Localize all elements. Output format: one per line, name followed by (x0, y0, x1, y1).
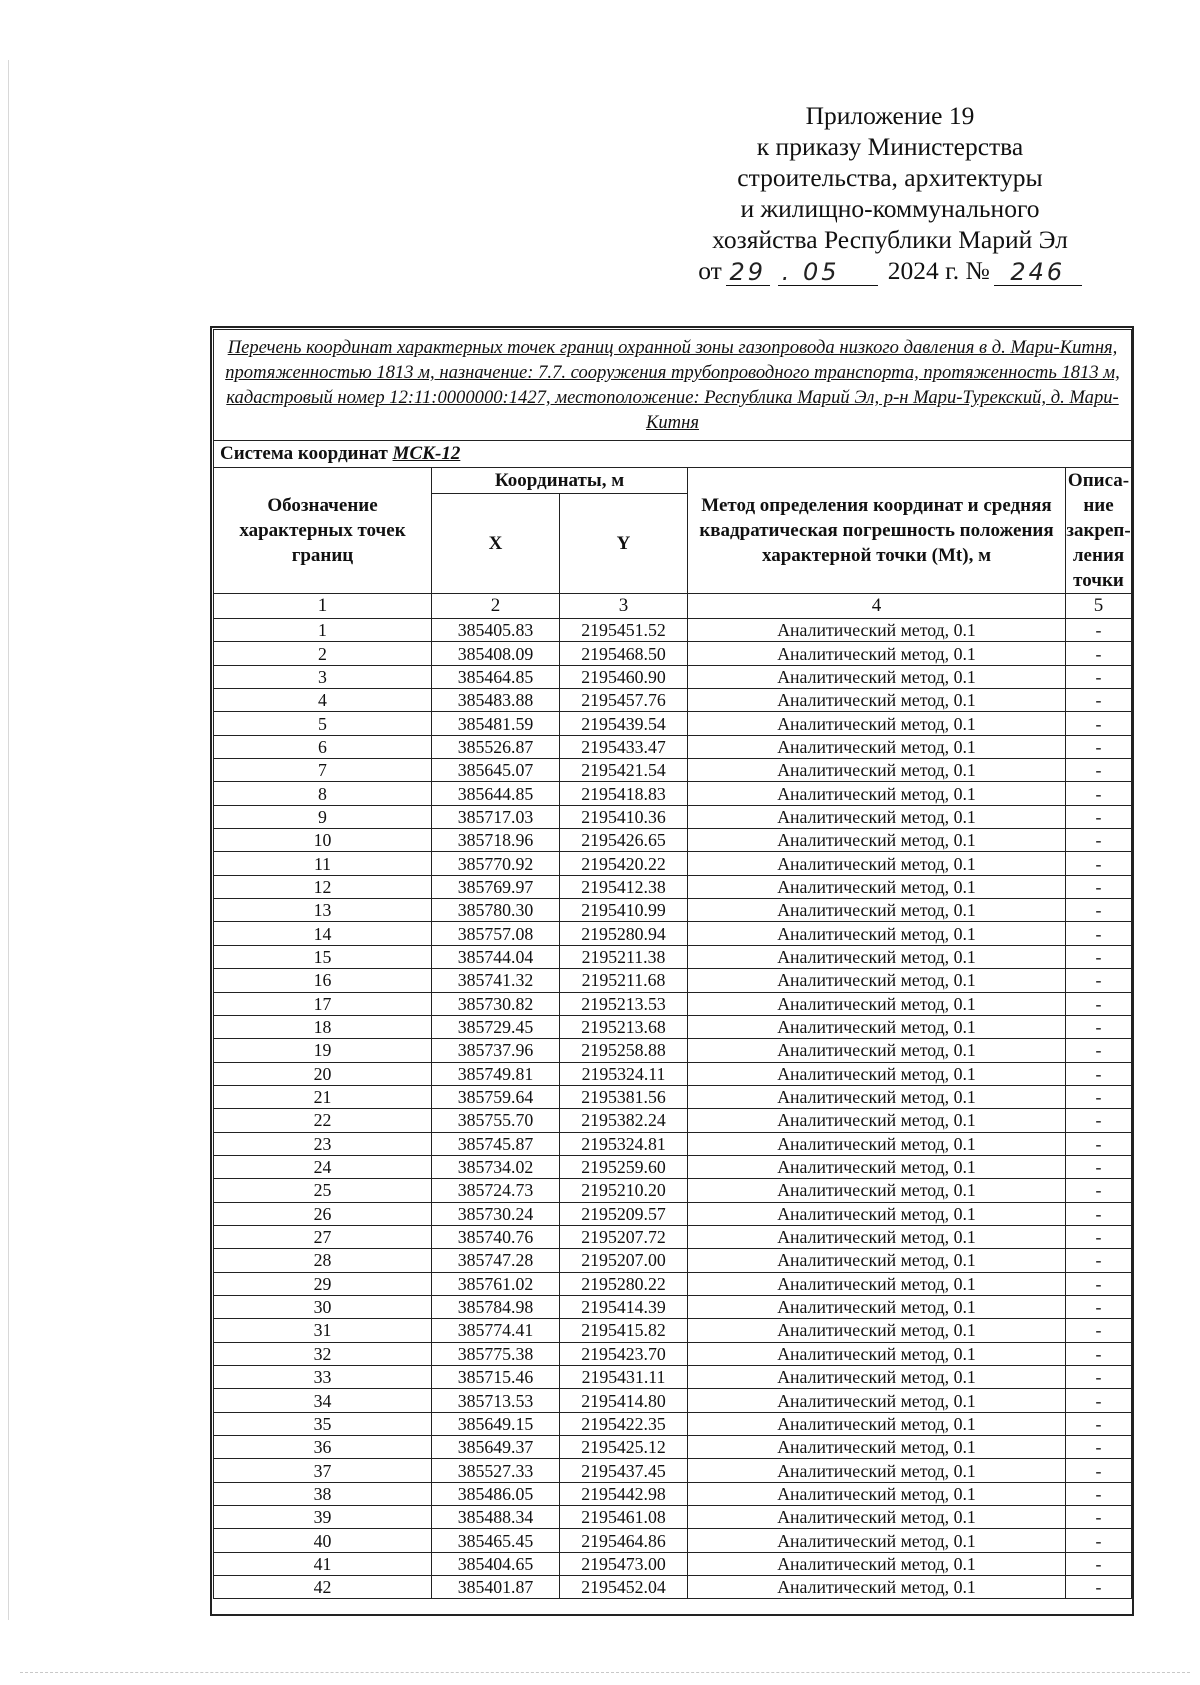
table-row (214, 1272, 1132, 1295)
table-row (214, 1132, 1132, 1155)
coord-y: 2195280.94 (560, 922, 688, 945)
coord-x: 385745.87 (432, 1132, 560, 1155)
date-prefix: от (698, 256, 722, 285)
point-number: 33 (214, 1366, 432, 1389)
col-index-1: 1 (214, 594, 432, 619)
fixation-description: - (1066, 1015, 1132, 1038)
method: Аналитический метод, 0.1 (688, 1506, 1066, 1529)
table-row (214, 1179, 1132, 1202)
coord-x: 385717.03 (432, 805, 560, 828)
coord-y: 2195439.54 (560, 712, 688, 735)
method: Аналитический метод, 0.1 (688, 1249, 1066, 1272)
coord-y: 2195412.38 (560, 875, 688, 898)
coord-x: 385770.92 (432, 852, 560, 875)
method: Аналитический метод, 0.1 (688, 1319, 1066, 1342)
coord-x: 385737.96 (432, 1039, 560, 1062)
method: Аналитический метод, 0.1 (688, 1366, 1066, 1389)
table-row (214, 1155, 1132, 1178)
fixation-description: - (1066, 1225, 1132, 1248)
coord-y: 2195280.22 (560, 1272, 688, 1295)
table-row (214, 1576, 1132, 1599)
point-number: 15 (214, 945, 432, 968)
coord-x: 385755.70 (432, 1109, 560, 1132)
coord-x: 385715.46 (432, 1366, 560, 1389)
coord-x: 385465.45 (432, 1529, 560, 1552)
table-row (214, 805, 1132, 828)
point-number: 16 (214, 969, 432, 992)
fixation-description: - (1066, 829, 1132, 852)
coord-y: 2195324.11 (560, 1062, 688, 1085)
point-number: 39 (214, 1506, 432, 1529)
table-row (214, 1225, 1132, 1248)
coord-x: 385481.59 (432, 712, 560, 735)
method: Аналитический метод, 0.1 (688, 1202, 1066, 1225)
point-number: 21 (214, 1085, 432, 1108)
method: Аналитический метод, 0.1 (688, 1109, 1066, 1132)
coord-x: 385729.45 (432, 1015, 560, 1038)
coord-y: 2195382.24 (560, 1109, 688, 1132)
coord-x: 385401.87 (432, 1576, 560, 1599)
coordinates-table (213, 329, 1132, 1599)
handwritten-month: . 05 (778, 259, 878, 286)
fixation-description: - (1066, 1319, 1132, 1342)
coord-x: 385761.02 (432, 1272, 560, 1295)
point-number: 41 (214, 1552, 432, 1575)
method: Аналитический метод, 0.1 (688, 1389, 1066, 1412)
coordinate-system (214, 441, 1132, 468)
coord-y: 2195415.82 (560, 1319, 688, 1342)
fixation-description: - (1066, 619, 1132, 642)
point-number: 42 (214, 1576, 432, 1599)
col-index-2: 2 (432, 594, 560, 619)
method: Аналитический метод, 0.1 (688, 1529, 1066, 1552)
method: Аналитический метод, 0.1 (688, 922, 1066, 945)
coord-y: 2195433.47 (560, 735, 688, 758)
table-row (214, 689, 1132, 712)
coord-x: 385757.08 (432, 922, 560, 945)
table-row (214, 922, 1132, 945)
fixation-description: - (1066, 875, 1132, 898)
method: Аналитический метод, 0.1 (688, 875, 1066, 898)
coord-x: 385718.96 (432, 829, 560, 852)
date-year-label: 2024 г. № (887, 256, 990, 285)
coord-y: 2195442.98 (560, 1482, 688, 1505)
coord-y: 2195423.70 (560, 1342, 688, 1365)
fixation-description: - (1066, 922, 1132, 945)
coord-y: 2195258.88 (560, 1039, 688, 1062)
coord-x: 385774.41 (432, 1319, 560, 1342)
header-line-3: строительства, архитектуры (737, 163, 1043, 192)
method: Аналитический метод, 0.1 (688, 782, 1066, 805)
method: Аналитический метод, 0.1 (688, 712, 1066, 735)
table-row (214, 1529, 1132, 1552)
method: Аналитический метод, 0.1 (688, 1039, 1066, 1062)
fixation-description: - (1066, 689, 1132, 712)
table-row (214, 1202, 1132, 1225)
coord-y: 2195437.45 (560, 1459, 688, 1482)
col-index-5: 5 (1066, 594, 1132, 619)
point-number: 14 (214, 922, 432, 945)
fixation-description: - (1066, 969, 1132, 992)
point-number: 32 (214, 1342, 432, 1365)
method: Аналитический метод, 0.1 (688, 1482, 1066, 1505)
coord-x: 385775.38 (432, 1342, 560, 1365)
point-number: 35 (214, 1412, 432, 1435)
point-number: 29 (214, 1272, 432, 1295)
coord-y: 2195426.65 (560, 829, 688, 852)
coord-y: 2195207.72 (560, 1225, 688, 1248)
coord-y: 2195211.68 (560, 969, 688, 992)
handwritten-day: 29 (726, 259, 770, 286)
point-number: 24 (214, 1155, 432, 1178)
coord-y: 2195468.50 (560, 642, 688, 665)
system-row (214, 441, 1132, 468)
coord-x: 385730.24 (432, 1202, 560, 1225)
coord-y: 2195211.38 (560, 945, 688, 968)
method: Аналитический метод, 0.1 (688, 899, 1066, 922)
coordinate-system-code: МСК-12 (392, 443, 461, 464)
fixation-description: - (1066, 1272, 1132, 1295)
fixation-description: - (1066, 1039, 1132, 1062)
table-row (214, 1506, 1132, 1529)
coord-x: 385724.73 (432, 1179, 560, 1202)
coord-y: 2195473.00 (560, 1552, 688, 1575)
point-number: 9 (214, 805, 432, 828)
point-number: 40 (214, 1529, 432, 1552)
point-number: 31 (214, 1319, 432, 1342)
point-number: 34 (214, 1389, 432, 1412)
fixation-description: - (1066, 1202, 1132, 1225)
coord-y: 2195381.56 (560, 1085, 688, 1108)
table-row (214, 619, 1132, 642)
coord-y: 2195451.52 (560, 619, 688, 642)
coord-x: 385749.81 (432, 1062, 560, 1085)
fixation-description: - (1066, 1295, 1132, 1318)
coord-y: 2195425.12 (560, 1436, 688, 1459)
fixation-description: - (1066, 1109, 1132, 1132)
point-number: 30 (214, 1295, 432, 1318)
fixation-description: - (1066, 1342, 1132, 1365)
table-row (214, 1412, 1132, 1435)
coord-y: 2195418.83 (560, 782, 688, 805)
fixation-description: - (1066, 1412, 1132, 1435)
coord-x: 385747.28 (432, 1249, 560, 1272)
coord-y: 2195431.11 (560, 1366, 688, 1389)
table-row (214, 875, 1132, 898)
point-number: 4 (214, 689, 432, 712)
fixation-description: - (1066, 1389, 1132, 1412)
coord-y: 2195420.22 (560, 852, 688, 875)
method: Аналитический метод, 0.1 (688, 852, 1066, 875)
coord-y: 2195213.53 (560, 992, 688, 1015)
method: Аналитический метод, 0.1 (688, 805, 1066, 828)
fixation-description: - (1066, 945, 1132, 968)
table-row (214, 1295, 1132, 1318)
method: Аналитический метод, 0.1 (688, 1225, 1066, 1248)
coord-x: 385649.15 (432, 1412, 560, 1435)
method: Аналитический метод, 0.1 (688, 1062, 1066, 1085)
fixation-description: - (1066, 899, 1132, 922)
coord-x: 385741.32 (432, 969, 560, 992)
title-row (214, 330, 1132, 441)
coord-x: 385784.98 (432, 1295, 560, 1318)
header-line-2: к приказу Министерства (756, 132, 1024, 161)
method: Аналитический метод, 0.1 (688, 1179, 1066, 1202)
fixation-description: - (1066, 1482, 1132, 1505)
point-number: 22 (214, 1109, 432, 1132)
fixation-description: - (1066, 992, 1132, 1015)
coord-x: 385740.76 (432, 1225, 560, 1248)
method: Аналитический метод, 0.1 (688, 619, 1066, 642)
fixation-description: - (1066, 852, 1132, 875)
method: Аналитический метод, 0.1 (688, 969, 1066, 992)
coord-x: 385488.34 (432, 1506, 560, 1529)
fixation-description: - (1066, 1155, 1132, 1178)
header-line-4: и жилищно-коммунального (740, 194, 1040, 223)
col-desc-header: Описа-ние закреп-ления точки (1066, 468, 1132, 594)
table-row (214, 1039, 1132, 1062)
coord-x: 385713.53 (432, 1389, 560, 1412)
method: Аналитический метод, 0.1 (688, 1576, 1066, 1599)
point-number: 3 (214, 665, 432, 688)
coord-x: 385780.30 (432, 899, 560, 922)
table-row (214, 1085, 1132, 1108)
table-row (214, 1342, 1132, 1365)
coord-x: 385408.09 (432, 642, 560, 665)
point-number: 7 (214, 759, 432, 782)
fixation-description: - (1066, 1506, 1132, 1529)
column-index-row (214, 594, 1132, 619)
coord-y: 2195410.99 (560, 899, 688, 922)
point-number: 26 (214, 1202, 432, 1225)
method: Аналитический метод, 0.1 (688, 689, 1066, 712)
coord-x: 385405.83 (432, 619, 560, 642)
point-number: 2 (214, 642, 432, 665)
table-row (214, 1552, 1132, 1575)
coord-y: 2195464.86 (560, 1529, 688, 1552)
coord-x: 385483.88 (432, 689, 560, 712)
point-number: 13 (214, 899, 432, 922)
coord-y: 2195213.68 (560, 1015, 688, 1038)
point-number: 19 (214, 1039, 432, 1062)
coord-x: 385645.07 (432, 759, 560, 782)
table-row (214, 969, 1132, 992)
coord-y: 2195460.90 (560, 665, 688, 688)
method: Аналитический метод, 0.1 (688, 1342, 1066, 1365)
table-row (214, 1366, 1132, 1389)
fixation-description: - (1066, 782, 1132, 805)
fixation-description: - (1066, 1436, 1132, 1459)
coord-x: 385734.02 (432, 1155, 560, 1178)
coord-y: 2195207.00 (560, 1249, 688, 1272)
method: Аналитический метод, 0.1 (688, 759, 1066, 782)
table-title: Перечень координат характерных точек границ охранной зоны газопровода низкого давления в д. Мари-Китня, протяженностью 1813 м, назначение: 7.7. сооружения трубопроводного транспорта, протяженность 1813 м, кадастровый номер 12:11:0000000:1427, местоположение: Республика Марий Эл, р-н Мари-Турекский, д. Мари-Китня (214, 330, 1132, 441)
method: Аналитический метод, 0.1 (688, 1552, 1066, 1575)
method: Аналитический метод, 0.1 (688, 1412, 1066, 1435)
coord-x: 385744.04 (432, 945, 560, 968)
table-row (214, 1389, 1132, 1412)
point-number: 10 (214, 829, 432, 852)
table-row (214, 642, 1132, 665)
method: Аналитический метод, 0.1 (688, 735, 1066, 758)
point-number: 18 (214, 1015, 432, 1038)
fixation-description: - (1066, 1062, 1132, 1085)
coord-y: 2195421.54 (560, 759, 688, 782)
point-number: 11 (214, 852, 432, 875)
point-number: 36 (214, 1436, 432, 1459)
fixation-description: - (1066, 759, 1132, 782)
table-row (214, 1249, 1132, 1272)
table-row (214, 735, 1132, 758)
point-number: 6 (214, 735, 432, 758)
coord-y: 2195259.60 (560, 1155, 688, 1178)
method: Аналитический метод, 0.1 (688, 1459, 1066, 1482)
coord-x: 385526.87 (432, 735, 560, 758)
coord-x: 385644.85 (432, 782, 560, 805)
method: Аналитический метод, 0.1 (688, 642, 1066, 665)
fixation-description: - (1066, 1085, 1132, 1108)
table-row (214, 782, 1132, 805)
col-y-header: Y (560, 494, 688, 594)
fixation-description: - (1066, 1576, 1132, 1599)
col-index-3: 3 (560, 594, 688, 619)
table-row (214, 665, 1132, 688)
fixation-description: - (1066, 642, 1132, 665)
header-line-5: хозяйства Республики Марий Эл (712, 225, 1068, 254)
method: Аналитический метод, 0.1 (688, 1132, 1066, 1155)
method: Аналитический метод, 0.1 (688, 1295, 1066, 1318)
table-row (214, 899, 1132, 922)
method: Аналитический метод, 0.1 (688, 1155, 1066, 1178)
coord-x: 385486.05 (432, 1482, 560, 1505)
table-row (214, 1109, 1132, 1132)
coord-y: 2195414.80 (560, 1389, 688, 1412)
coordinate-rows (214, 619, 1132, 1599)
point-number: 38 (214, 1482, 432, 1505)
col-coords-header: Координаты, м (432, 468, 688, 494)
coordinate-system-label: Система координат (220, 443, 388, 464)
table-row (214, 1015, 1132, 1038)
fixation-description: - (1066, 1132, 1132, 1155)
coord-x: 385649.37 (432, 1436, 560, 1459)
header-line-1: Приложение 19 (805, 101, 975, 130)
fixation-description: - (1066, 805, 1132, 828)
coord-y: 2195422.35 (560, 1412, 688, 1435)
point-number: 27 (214, 1225, 432, 1248)
point-number: 37 (214, 1459, 432, 1482)
coord-y: 2195461.08 (560, 1506, 688, 1529)
table-row (214, 1319, 1132, 1342)
point-number: 25 (214, 1179, 432, 1202)
table-row (214, 1482, 1132, 1505)
coord-x: 385759.64 (432, 1085, 560, 1108)
table-row (214, 759, 1132, 782)
fixation-description: - (1066, 1249, 1132, 1272)
coord-x: 385730.82 (432, 992, 560, 1015)
fixation-description: - (1066, 1459, 1132, 1482)
col-x-header: X (432, 494, 560, 594)
fixation-description: - (1066, 712, 1132, 735)
method: Аналитический метод, 0.1 (688, 1436, 1066, 1459)
coord-y: 2195210.20 (560, 1179, 688, 1202)
point-number: 5 (214, 712, 432, 735)
fixation-description: - (1066, 735, 1132, 758)
appendix-header (650, 100, 1130, 286)
fixation-description: - (1066, 1179, 1132, 1202)
table-row (214, 712, 1132, 735)
point-number: 20 (214, 1062, 432, 1085)
point-number: 17 (214, 992, 432, 1015)
method: Аналитический метод, 0.1 (688, 992, 1066, 1015)
method: Аналитический метод, 0.1 (688, 1272, 1066, 1295)
fixation-description: - (1066, 1366, 1132, 1389)
point-number: 8 (214, 782, 432, 805)
coord-x: 385527.33 (432, 1459, 560, 1482)
coord-x: 385769.97 (432, 875, 560, 898)
coord-y: 2195209.57 (560, 1202, 688, 1225)
coord-y: 2195452.04 (560, 1576, 688, 1599)
col-method-header: Метод определения координат и средняя квадратическая погрешность положения характерной точки (Mt), м (688, 468, 1066, 594)
coord-y: 2195414.39 (560, 1295, 688, 1318)
coord-y: 2195324.81 (560, 1132, 688, 1155)
table-row (214, 852, 1132, 875)
order-date-line (650, 255, 1130, 286)
table-row (214, 1436, 1132, 1459)
method: Аналитический метод, 0.1 (688, 665, 1066, 688)
col-designation-header: Обозначение характерных точек границ (214, 468, 432, 594)
table-row (214, 829, 1132, 852)
fixation-description: - (1066, 1529, 1132, 1552)
coord-x: 385464.85 (432, 665, 560, 688)
coord-y: 2195410.36 (560, 805, 688, 828)
header-row-top (214, 468, 1132, 494)
fixation-description: - (1066, 665, 1132, 688)
point-number: 28 (214, 1249, 432, 1272)
coord-y: 2195457.76 (560, 689, 688, 712)
point-number: 23 (214, 1132, 432, 1155)
method: Аналитический метод, 0.1 (688, 1085, 1066, 1108)
col-index-4: 4 (688, 594, 1066, 619)
method: Аналитический метод, 0.1 (688, 829, 1066, 852)
table-row (214, 1062, 1132, 1085)
table-row (214, 1459, 1132, 1482)
coord-x: 385404.65 (432, 1552, 560, 1575)
scan-bottom-line (20, 1672, 1190, 1674)
point-number: 12 (214, 875, 432, 898)
handwritten-order-number: 246 (994, 259, 1082, 286)
scan-edge-line (8, 60, 9, 1620)
method: Аналитический метод, 0.1 (688, 1015, 1066, 1038)
method: Аналитический метод, 0.1 (688, 945, 1066, 968)
table-row (214, 945, 1132, 968)
fixation-description: - (1066, 1552, 1132, 1575)
point-number: 1 (214, 619, 432, 642)
table-row (214, 992, 1132, 1015)
